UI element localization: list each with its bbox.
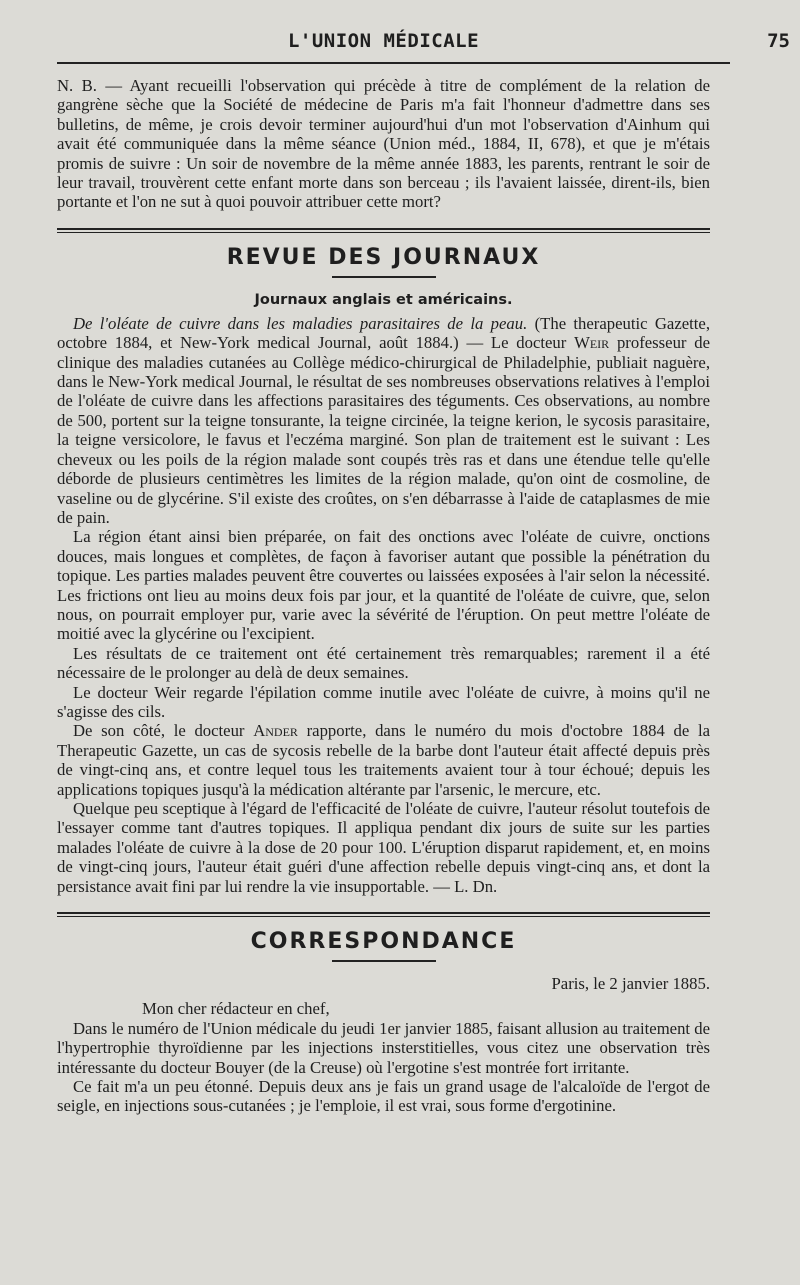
revue-section-title: REVUE DES JOURNAUX — [226, 244, 541, 270]
article-title: De l'oléate de cuivre dans les maladies parasitaires de la peau. — [73, 313, 528, 333]
article-paragraph-5 — [57, 721, 710, 799]
article-paragraph-1-rest: professeur de clinique des maladies cutanées au Collège médico-chirurgical de Philadelphie, publiait naguère, dans le New-York medical Journal, le résultat de ses nombreuses observations relatives à l'emploi de l'oléate de cuivre dans les affections parasitaires des téguments. Ces observations, au nombre de 500, portent sur la teigne tonsurante, la teigne circinée, la teigne kerion, le sycosis parasitaire, la teigne versicolore, le favus et l'eczéma marginé. Son plan de traitement est le suivant : Les cheveux ou les poils de la région malade sont coupés très ras et dans une étendue telle qu'elle déborde de plusieurs centimètres les limites de la région malade, qu'on oint de cosmoline, de vaseline ou de glycérine. S'il existe des croûtes, on s'en débarrasse à l'aide de cataplasmes de mie de pain. — [57, 333, 710, 527]
revue-subtitle: Journaux anglais et américains. — [254, 291, 513, 308]
section-divider-2 — [57, 912, 710, 917]
article-paragraph-6: Quelque peu sceptique à l'égard de l'efficacité de l'oléate de cuivre, l'auteur résolut toutefois de l'essayer comme tant d'autres topiques. Il appliqua pendant dix jours de suite sur les parties malades l'oléate de cuivre à la dose de 20 pour 100. L'éruption disparut rapidement, et, en moins de vingt-cinq jours, l'auteur était guéri d'une affection rebelle depuis vingt-cinq ans, et dont la persistance avait fini par lui rendre la vie insupportable. — L. Dn. — [57, 799, 710, 896]
letter-salutation: Mon cher rédacteur en chef, — [142, 999, 330, 1019]
article-paragraph-4: Le docteur Weir regarde l'épilation comme inutile avec l'oléate de cuivre, à moins qu'il ne s'agisse des cils. — [57, 682, 710, 721]
section-divider — [57, 228, 710, 233]
title-underline-2 — [332, 960, 436, 962]
running-title: L'UNION MÉDICALE — [287, 30, 480, 52]
letter-date: Paris, le 2 janvier 1885. — [551, 974, 710, 994]
header-rule — [57, 62, 730, 64]
title-underline — [332, 276, 436, 278]
author-weir: Weir — [574, 333, 610, 353]
article-paragraph-5-start: De son côté, le docteur — [73, 721, 254, 741]
correspondance-letter — [57, 974, 710, 1116]
article-paragraph-1 — [57, 314, 710, 527]
running-head — [57, 0, 790, 62]
letter-paragraph-2: Ce fait m'a un peu étonné. Depuis deux ans je fais un grand usage de l'alcaloïde de l'ergot de seigle, en injections sous-cutanées ; je l'emploie, il est vrai, sous forme d'ergotinine. — [57, 1077, 710, 1116]
article-paragraph-5-rest: rapporte, dans le numéro du mois d'octobre 1884 de la Therapeutic Gazette, un cas de sycosis rebelle de la barbe dont l'auteur était affecté depuis près de vingt-cinq ans, et contre lequel tous les traitements avaient tour à tour échoué; depuis les applications topiques jusqu'à la médication altérante par l'arsenic, le mercure, etc. — [57, 721, 711, 799]
revue-article — [57, 314, 710, 896]
correspondance-section-title: CORRESPONDANCE — [250, 929, 517, 955]
article-paragraph-3: Les résultats de ce traitement ont été certainement très remarquables; rarement il a été nécessaire de le prolonger au delà de deux semaines. — [57, 643, 710, 683]
nb-note — [57, 76, 710, 212]
author-ander: Ander — [253, 721, 298, 741]
nb-paragraph: N. B. — Ayant recueilli l'observation qui précède à titre de complément de la relation de gangrène sèche que la Société de médecine de Paris m'a fait l'honneur d'admettre dans ses bulletins, de même, je crois devoir terminer aujourd'hui d'un mot l'observation d'Ainhum qui avait été communiquée dans la même séance (Union méd., 1884, II, 678), et que je m'étais promis de suivre : Un soir de novembre de la même année 1883, les parents, rentrant le soir de leur travail, trouvèrent cette enfant morte dans son berceau ; ils l'avaient laissée, dirent-ils, bien portante et l'on ne sut à quoi pouvoir attribuer cette mort? — [57, 76, 710, 212]
article-source: (The therapeutic Gazette, octobre 1884, et New-York medical Journal, août 1884.) — Le docteur — [57, 313, 711, 353]
page-number: 75 — [767, 30, 790, 52]
letter-paragraph-1: Dans le numéro de l'Union médicale du jeudi 1er janvier 1885, faisant allusion au traitement de l'hypertrophie thyroïdienne par les injections insterstitielles, vous citez une observation très intéressante du docteur Bouyer (de la Creuse) où l'ergotine s'est montrée fort irritante. — [57, 1018, 710, 1077]
article-paragraph-2: La région étant ainsi bien préparée, on fait des onctions avec l'oléate de cuivre, onctions douces, mais longues et complètes, de façon à favoriser autant que possible la pénétration du topique. Les parties malades peuvent être couvertes ou laissées exposées à l'air selon la nécessité. Les frictions ont lieu au moins deux fois par jour, et la quantité de l'oléate de cuivre, que, selon nous, on pourrait employer pur, varie avec la sévérité de l'éruption. On peut mettre l'oléate de moitié avec la glycérine ou l'excipient. — [57, 527, 710, 644]
